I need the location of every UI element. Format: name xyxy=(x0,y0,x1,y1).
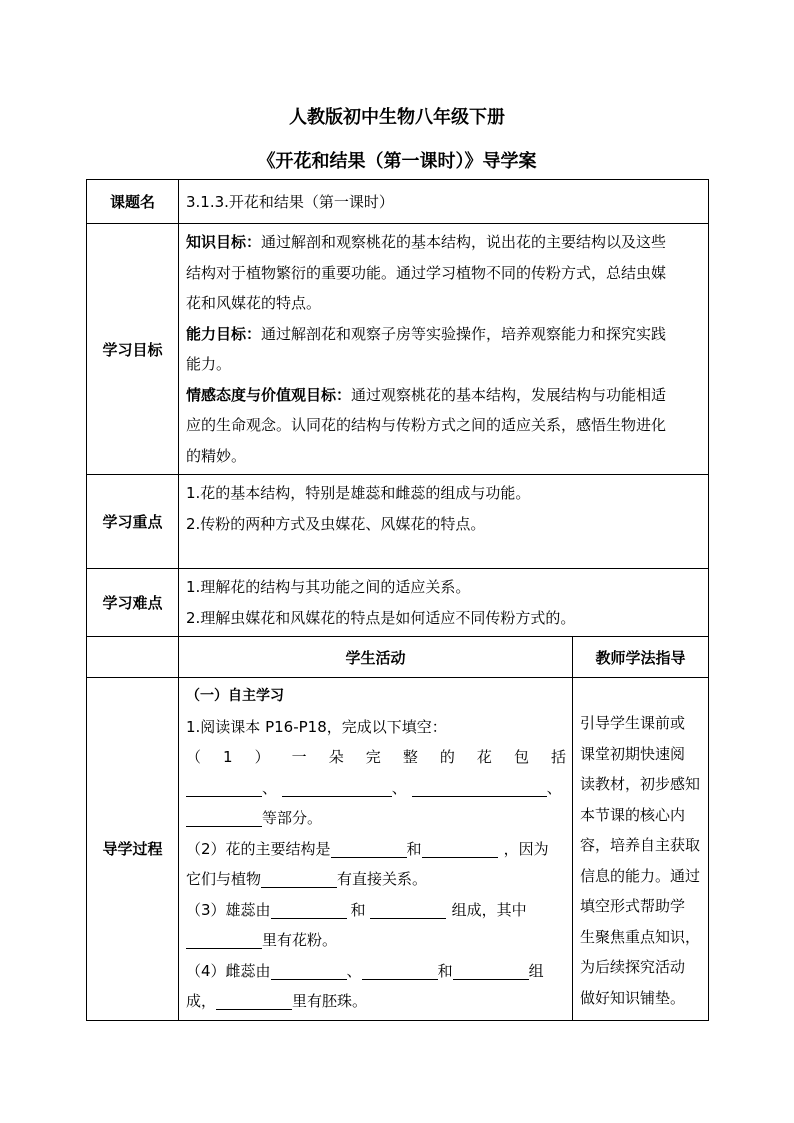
question-4-line-2 xyxy=(186,986,566,1017)
question-text: 和 xyxy=(350,900,366,919)
blank-input[interactable] xyxy=(453,961,529,980)
question-3-line-1 xyxy=(186,895,566,926)
question-2-line-2 xyxy=(186,864,566,895)
question-text: （3）雄蕊由 xyxy=(186,900,271,919)
objectives-content xyxy=(179,224,709,475)
topic-label: 课题名 xyxy=(87,180,179,224)
process-label: 导学过程 xyxy=(87,678,179,1021)
teacher-guide-content xyxy=(573,678,709,1021)
separator: 、 xyxy=(262,778,278,797)
blank-input[interactable] xyxy=(261,869,337,888)
key-point-1: 1.花的基本结构，特别是雄蕊和雌蕊的组成与功能。 xyxy=(186,484,531,502)
teacher-line: 为后续探究活动 xyxy=(580,958,686,976)
knowledge-text-1: 通过解剖和观察桃花的基本结构，说出花的主要结构以及这些 xyxy=(261,233,667,251)
ability-heading: 能力目标： xyxy=(186,324,262,343)
question-text: 它们与植物 xyxy=(186,870,262,888)
question-1-line-1: （1）一朵完整的花包括 xyxy=(186,748,566,766)
blank-input[interactable] xyxy=(282,778,392,797)
difficulty-1: 1.理解花的结构与其功能之间的适应关系。 xyxy=(186,578,471,596)
emotion-line-2: 应的生命观念。认同花的结构与传粉方式之间的适应关系，感悟生物进化 xyxy=(186,416,667,434)
emotion-text-1: 通过观察桃花的基本结构，发展结构与功能相适 xyxy=(351,385,667,404)
teacher-line: 本节课的核心内 xyxy=(580,805,686,824)
teacher-line: 课堂初期快速阅 xyxy=(580,744,686,763)
question-text: 、 xyxy=(346,961,362,980)
blank-input[interactable] xyxy=(362,961,438,980)
blank-input[interactable] xyxy=(271,961,347,980)
teacher-line: 做好知识铺垫。 xyxy=(580,988,686,1007)
question-2-line-1 xyxy=(186,834,566,865)
knowledge-heading: 知识目标： xyxy=(186,233,262,251)
knowledge-line-3: 花和风媒花的特点。 xyxy=(186,294,322,312)
blank-input[interactable] xyxy=(331,839,407,858)
topic-row xyxy=(87,180,709,224)
separator: 、 xyxy=(546,778,562,797)
key-points-label: 学习重点 xyxy=(87,475,179,569)
question-1-line-3 xyxy=(186,803,566,834)
ability-text-1: 通过解剖花和观察子房等实验操作，培养观察能力和探究实践 xyxy=(261,324,667,343)
difficulties-row xyxy=(87,569,709,637)
question-text: ，因为 xyxy=(503,839,549,858)
question-text: 里有胚珠。 xyxy=(292,992,368,1010)
teacher-guide-header: 教师学法指导 xyxy=(573,637,709,678)
difficulty-2: 2.理解虫媒花和风媒花的特点是如何适应不同传粉方式的。 xyxy=(186,608,576,627)
student-activity-content xyxy=(179,678,573,1021)
difficulties-label: 学习难点 xyxy=(87,569,179,637)
blank-input[interactable] xyxy=(412,778,547,797)
key-point-2: 2.传粉的两种方式及虫媒花、风媒花的特点。 xyxy=(186,514,486,533)
document-title: 人教版初中生物八年级下册 xyxy=(289,107,505,128)
teacher-line: 引导学生课前或 xyxy=(580,714,686,732)
reading-instruction: 1.阅读课本 P16-P18，完成以下填空： xyxy=(186,717,447,736)
question-text: 和 xyxy=(437,961,453,980)
teacher-line: 生聚焦重点知识， xyxy=(580,927,701,946)
question-text: 组 xyxy=(528,961,544,980)
question-3-line-2 xyxy=(186,925,566,956)
column-header-row xyxy=(87,637,709,678)
section-heading: （一）自主学习 xyxy=(186,688,284,704)
guide-table xyxy=(86,179,709,1021)
student-activity-header: 学生活动 xyxy=(179,637,573,678)
question-text: （2）花的主要结构是 xyxy=(186,839,331,858)
teacher-line: 填空形式帮助学 xyxy=(580,897,686,915)
question-4-line-1 xyxy=(186,956,566,987)
question-text: 有直接关系。 xyxy=(337,870,428,888)
objectives-row xyxy=(87,224,709,475)
ability-line-2: 能力。 xyxy=(186,355,232,373)
header-empty-cell xyxy=(87,637,179,678)
blank-input[interactable] xyxy=(186,808,262,827)
knowledge-line-2: 结构对于植物繁衍的重要功能。通过学习植物不同的传粉方式，总结虫媒 xyxy=(186,263,667,282)
ability-line-1 xyxy=(186,319,701,350)
blank-input[interactable] xyxy=(186,778,262,797)
blank-input[interactable] xyxy=(271,900,347,919)
key-points-row xyxy=(87,475,709,569)
key-points-content xyxy=(179,475,709,569)
knowledge-line-1 xyxy=(186,227,701,258)
teacher-line: 读教材，初步感知 xyxy=(580,775,701,793)
blank-input[interactable] xyxy=(216,991,292,1010)
question-text: 和 xyxy=(406,839,422,858)
blank-input[interactable] xyxy=(370,900,446,919)
difficulties-content xyxy=(179,569,709,637)
blank-input[interactable] xyxy=(422,839,498,858)
blank-input[interactable] xyxy=(186,930,262,949)
question-text: 等部分。 xyxy=(262,809,323,827)
question-text: （4）雌蕊由 xyxy=(186,961,271,980)
teacher-line: 信息的能力。通过 xyxy=(580,866,701,885)
separator: 、 xyxy=(391,778,407,797)
emotion-line-1 xyxy=(186,380,701,411)
emotion-line-3: 的精妙。 xyxy=(186,446,247,465)
topic-value: 3.1.3.开花和结果（第一课时） xyxy=(179,180,709,224)
process-row xyxy=(87,678,709,1021)
question-text: 组成，其中 xyxy=(451,900,527,919)
emotion-heading: 情感态度与价值观目标： xyxy=(186,385,352,404)
question-1-line-2 xyxy=(186,773,566,804)
objectives-label: 学习目标 xyxy=(87,224,179,475)
question-text: 里有花粉。 xyxy=(262,931,338,949)
question-text: 成， xyxy=(186,992,217,1010)
document-subtitle: 《开花和结果（第一课时）》导学案 xyxy=(257,151,537,172)
teacher-line: 容，培养自主获取 xyxy=(580,836,701,854)
